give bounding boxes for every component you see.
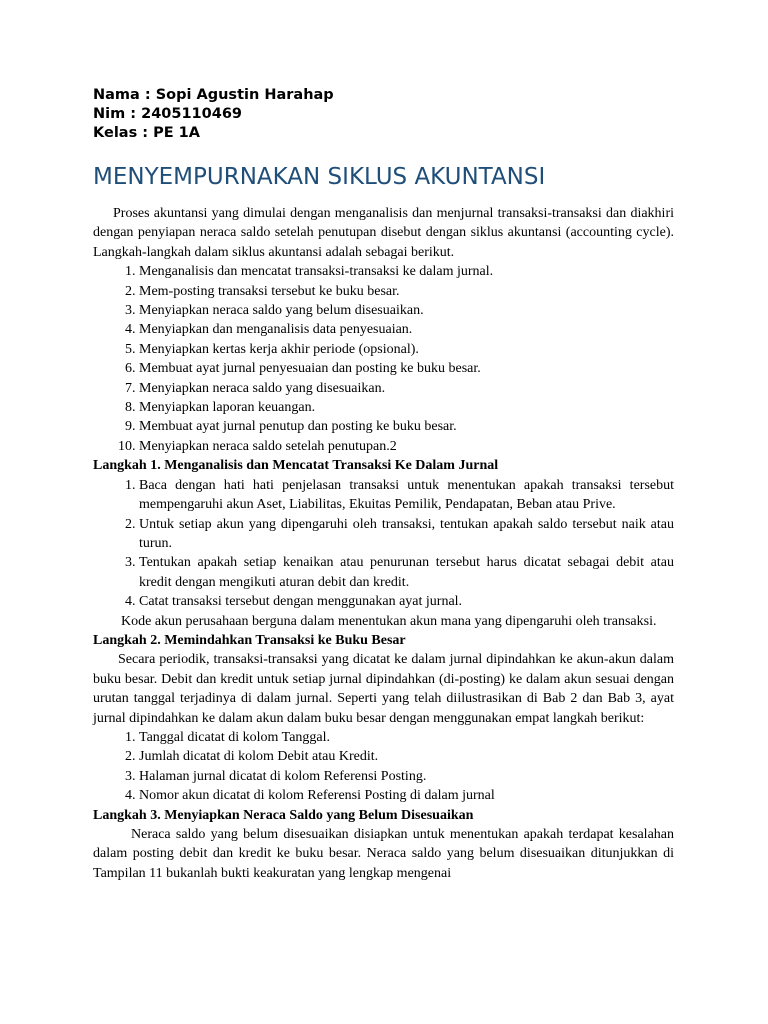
intro-paragraph: Proses akuntansi yang dimulai dengan menganalisis dan menjurnal transaksi-transaksi dan diakhiri dengan penyiapan neraca saldo setelah penutupan disebut dengan siklus akuntansi (accounting cycle). Langkah-langkah dalam siklus akuntansi adalah sebagai berikut. bbox=[93, 206, 674, 260]
student-nim: Nim : 2405110469 bbox=[93, 106, 243, 122]
step2-heading: Langkah 2. Memindahkan Transaksi ke Buku Besar bbox=[93, 632, 406, 648]
student-info bbox=[93, 86, 674, 143]
list-item: 10. Menyiapkan neraca saldo setelah penutupan.2 bbox=[139, 437, 674, 456]
list-item: 7. Menyiapkan neraca saldo yang disesuaikan. bbox=[139, 379, 674, 398]
document-page bbox=[93, 86, 674, 883]
list-item: 1. Menganalisis dan mencatat transaksi-transaksi ke dalam jurnal. bbox=[139, 262, 674, 281]
list-item: 2. Untuk setiap akun yang dipengaruhi oleh transaksi, tentukan apakah saldo tersebut naik atau turun. bbox=[139, 515, 674, 554]
list-item: 1. Tanggal dicatat di kolom Tanggal. bbox=[139, 728, 674, 747]
step1-heading: Langkah 1. Menganalisis dan Mencatat Transaksi Ke Dalam Jurnal bbox=[93, 458, 499, 474]
list-item: 4. Nomor akun dicatat di kolom Referensi Posting di dalam jurnal bbox=[139, 786, 674, 805]
accounting-cycle-list bbox=[93, 262, 674, 456]
list-item: 6. Membuat ayat jurnal penyesuaian dan posting ke buku besar. bbox=[139, 359, 674, 378]
list-item: 4. Menyiapkan dan menganalisis data penyesuaian. bbox=[139, 320, 674, 339]
step1-list bbox=[93, 476, 674, 612]
list-item: 3. Menyiapkan neraca saldo yang belum disesuaikan. bbox=[139, 301, 674, 320]
list-item: 5. Menyiapkan kertas kerja akhir periode (opsional). bbox=[139, 340, 674, 359]
list-item: 2. Jumlah dicatat di kolom Debit atau Kredit. bbox=[139, 747, 674, 766]
list-item: 8. Menyiapkan laporan keuangan. bbox=[139, 398, 674, 417]
step1-note: Kode akun perusahaan berguna dalam menentukan akun mana yang dipengaruhi oleh transaksi. bbox=[121, 613, 657, 629]
list-item: 3. Halaman jurnal dicatat di kolom Referensi Posting. bbox=[139, 767, 674, 786]
step3-paragraph: Neraca saldo yang belum disesuaikan disiapkan untuk menentukan apakah terdapat kesalahan dalam posting debit dan kredit ke buku besar. Neraca saldo yang belum disesuaikan ditunjukkan di Tampilan 11 bukanlah bukti keakuratan yang lengkap mengenai bbox=[93, 827, 674, 881]
list-item: 4. Catat transaksi tersebut dengan menggunakan ayat jurnal. bbox=[139, 592, 674, 611]
document-title: MENYEMPURNAKAN SIKLUS AKUNTANSI bbox=[93, 164, 546, 190]
student-name: Nama : Sopi Agustin Harahap bbox=[93, 87, 334, 103]
student-class: Kelas : PE 1A bbox=[93, 125, 200, 141]
list-item: 9. Membuat ayat jurnal penutup dan posting ke buku besar. bbox=[139, 417, 674, 436]
step3-heading: Langkah 3. Menyiapkan Neraca Saldo yang Belum Disesuaikan bbox=[93, 807, 474, 823]
list-item: 3. Tentukan apakah setiap kenaikan atau penurunan tersebut harus dicatat sebagai debit atau kredit dengan mengikuti aturan debit dan kredit. bbox=[139, 553, 674, 592]
document-body bbox=[93, 204, 674, 883]
step2-paragraph: Secara periodik, transaksi-transaksi yang dicatat ke dalam jurnal dipindahkan ke akun-akun dalam buku besar. Debit dan kredit untuk setiap jurnal dipindahkan (di-posting) ke dalam akun sesuai dengan urutan tanggal terjadinya di dalam jurnal. Seperti yang telah diilustrasikan di Bab 2 dan Bab 3, ayat jurnal dipindahkan ke dalam akun dalam buku besar dengan menggunakan empat langkah berikut: bbox=[93, 652, 674, 726]
list-item: 2. Mem-posting transaksi tersebut ke buku besar. bbox=[139, 282, 674, 301]
step2-list bbox=[93, 728, 674, 806]
list-item: 1. Baca dengan hati hati penjelasan transaksi untuk menentukan apakah transaksi tersebut mempengaruhi akun Aset, Liabilitas, Ekuitas Pemilik, Pendapatan, Beban atau Prive. bbox=[139, 476, 674, 515]
